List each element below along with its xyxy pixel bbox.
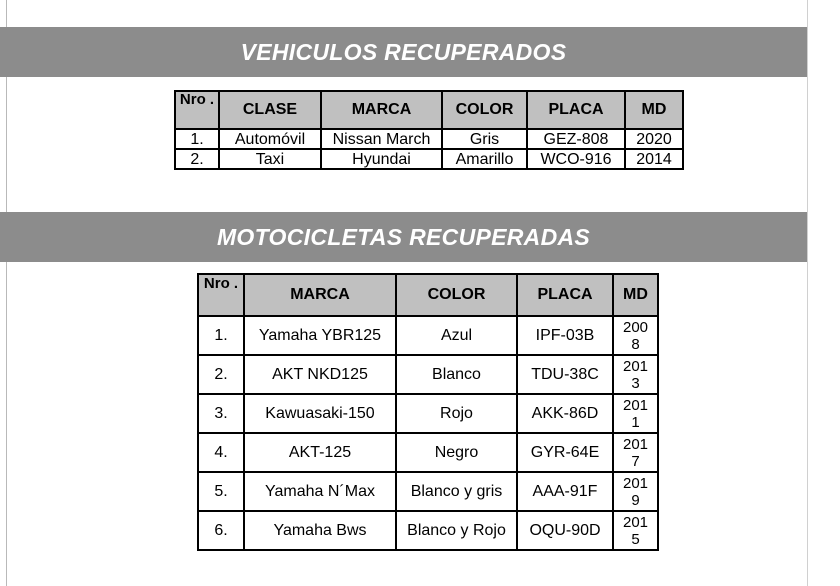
- moto-marca: AKT-125: [244, 433, 396, 472]
- moto-placa: GYR-64E: [517, 433, 613, 472]
- table-row: [198, 394, 658, 433]
- table-row: [198, 355, 658, 394]
- motorcycles-section-title: MOTOCICLETAS RECUPERADAS: [216, 223, 591, 250]
- moto-marca: Yamaha YBR125: [244, 316, 396, 355]
- moto-placa: AAA-91F: [517, 472, 613, 511]
- moto-nro: 3.: [198, 394, 244, 433]
- moto-md: 2011: [613, 394, 658, 433]
- moto-marca: Yamaha N´Max: [244, 472, 396, 511]
- vehicles-header-color: COLOR: [442, 91, 527, 129]
- moto-md: 2013: [613, 355, 658, 394]
- motorcycles-header-marca: MARCA: [244, 274, 396, 316]
- vehicle-clase: Taxi: [219, 149, 321, 169]
- moto-placa: IPF-03B: [517, 316, 613, 355]
- moto-placa: OQU-90D: [517, 511, 613, 550]
- moto-color: Azul: [396, 316, 517, 355]
- moto-marca: Yamaha Bws: [244, 511, 396, 550]
- vehicle-color: Amarillo: [442, 149, 527, 169]
- vehicles-header-md: MD: [625, 91, 683, 129]
- vehicles-header-placa: PLACA: [527, 91, 625, 129]
- table-row: [198, 433, 658, 472]
- table-row: [198, 316, 658, 355]
- motorcycles-header-placa: PLACA: [517, 274, 613, 316]
- vehicle-marca: Nissan March: [321, 129, 442, 149]
- vehicle-md: 2020: [625, 129, 683, 149]
- moto-color: Rojo: [396, 394, 517, 433]
- moto-color: Blanco y Rojo: [396, 511, 517, 550]
- vehicles-section-banner: [0, 27, 807, 77]
- moto-color: Blanco: [396, 355, 517, 394]
- moto-nro: 6.: [198, 511, 244, 550]
- moto-nro: 2.: [198, 355, 244, 394]
- vehicle-clase: Automóvil: [219, 129, 321, 149]
- motorcycles-header-nro: Nro .: [198, 274, 244, 316]
- motorcycles-section-banner: [0, 212, 807, 262]
- vehicles-header-row: [175, 91, 683, 129]
- table-row: [175, 129, 683, 149]
- vehicle-nro: 1.: [175, 129, 219, 149]
- table-row: [198, 472, 658, 511]
- vehicle-md: 2014: [625, 149, 683, 169]
- moto-placa: TDU-38C: [517, 355, 613, 394]
- motorcycles-header-row: [198, 274, 658, 316]
- vehicle-nro: 2.: [175, 149, 219, 169]
- vehicles-section-title: VEHICULOS RECUPERADOS: [240, 38, 567, 65]
- table-row: [198, 511, 658, 550]
- moto-nro: 5.: [198, 472, 244, 511]
- vehicles-header-clase: CLASE: [219, 91, 321, 129]
- vehicle-marca: Hyundai: [321, 149, 442, 169]
- moto-placa: AKK-86D: [517, 394, 613, 433]
- moto-md: 2019: [613, 472, 658, 511]
- moto-marca: Kawuasaki-150: [244, 394, 396, 433]
- moto-color: Negro: [396, 433, 517, 472]
- vehicles-table: [174, 90, 684, 170]
- table-row: [175, 149, 683, 169]
- page-margin-line-left: [6, 0, 7, 586]
- moto-color: Blanco y gris: [396, 472, 517, 511]
- vehicle-placa: GEZ-808: [527, 129, 625, 149]
- motorcycles-header-color: COLOR: [396, 274, 517, 316]
- motorcycles-header-md: MD: [613, 274, 658, 316]
- motorcycles-table: [197, 273, 659, 551]
- vehicles-header-marca: MARCA: [321, 91, 442, 129]
- moto-marca: AKT NKD125: [244, 355, 396, 394]
- moto-md: 2015: [613, 511, 658, 550]
- moto-md: 2017: [613, 433, 658, 472]
- vehicle-color: Gris: [442, 129, 527, 149]
- vehicle-placa: WCO-916: [527, 149, 625, 169]
- moto-nro: 4.: [198, 433, 244, 472]
- moto-md: 2008: [613, 316, 658, 355]
- vehicles-header-nro: Nro .: [175, 91, 219, 129]
- page-margin-line-right: [807, 0, 808, 586]
- moto-nro: 1.: [198, 316, 244, 355]
